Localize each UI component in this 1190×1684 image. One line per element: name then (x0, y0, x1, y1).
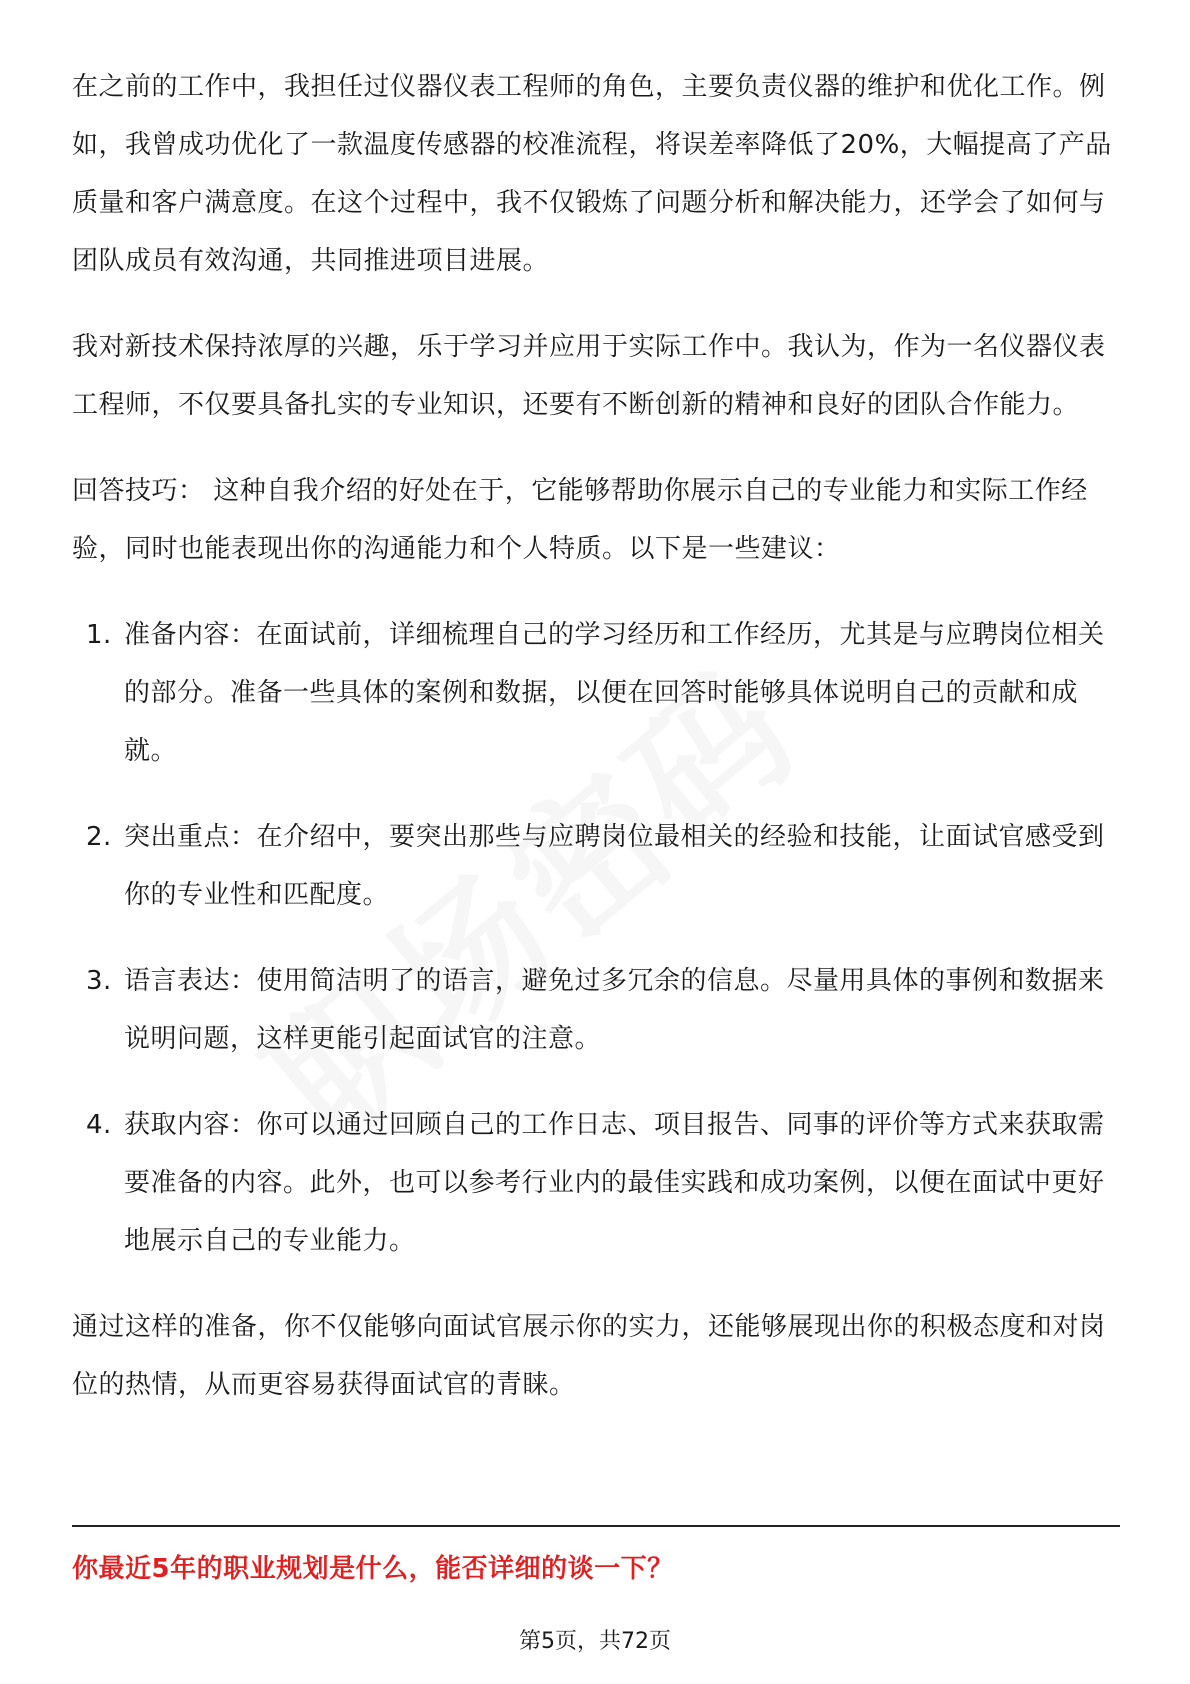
tips-list (72, 606, 1120, 1270)
list-number: 3. (86, 966, 112, 996)
list-item (72, 606, 1120, 780)
paragraph-answer-tips: 回答技巧： 这种自我介绍的好处在于，它能够帮助你展示自己的专业能力和实际工作经验，同时也能表现出你的沟通能力和个人特质。以下是一些建议： (72, 476, 1088, 564)
list-item (72, 1096, 1120, 1270)
list-text: 语言表达：使用简洁明了的语言，避免过多冗余的信息。尽量用具体的事例和数据来说明问题，这样更能引起面试官的注意。 (124, 966, 1105, 1054)
list-text: 获取内容：你可以通过回顾自己的工作日志、项目报告、同事的评价等方式来获取需要准备的内容。此外，也可以参考行业内的最佳实践和成功案例，以便在面试中更好地展示自己的专业能力。 (124, 1110, 1105, 1256)
next-question-heading: 你最近5年的职业规划是什么，能否详细的谈一下？ (72, 1554, 674, 1584)
list-item (72, 808, 1120, 924)
list-number: 1. (86, 620, 112, 650)
paragraph-closing: 通过这样的准备，你不仅能够向面试官展示你的实力，还能够展现出你的积极态度和对岗位的热情，从而更容易获得面试官的青睐。 (72, 1312, 1106, 1400)
paragraph-interest: 我对新技术保持浓厚的兴趣，乐于学习并应用于实际工作中。我认为，作为一名仪器仪表工程师，不仅要具备扎实的专业知识，还要有不断创新的精神和良好的团队合作能力。 (72, 332, 1106, 420)
list-number: 4. (86, 1110, 112, 1140)
list-item (72, 952, 1120, 1068)
list-text: 准备内容：在面试前，详细梳理自己的学习经历和工作经历，尤其是与应聘岗位相关的部分。准备一些具体的案例和数据，以便在回答时能够具体说明自己的贡献和成就。 (124, 620, 1105, 766)
page-footer: 第5页，共72页 (519, 1629, 671, 1654)
page-content (72, 58, 1120, 1414)
list-text: 突出重点：在介绍中，要突出那些与应聘岗位最相关的经验和技能，让面试官感受到你的专业性和匹配度。 (124, 822, 1105, 910)
paragraph-experience: 在之前的工作中，我担任过仪器仪表工程师的角色，主要负责仪器的维护和优化工作。例如，我曾成功优化了一款温度传感器的校准流程，将误差率降低了20%，大幅提高了产品质量和客户满意度。在这个过程中，我不仅锻炼了问题分析和解决能力，还学会了如何与团队成员有效沟通，共同推进项目进展。 (72, 72, 1112, 276)
list-number: 2. (86, 822, 112, 852)
section-divider (72, 1525, 1120, 1527)
